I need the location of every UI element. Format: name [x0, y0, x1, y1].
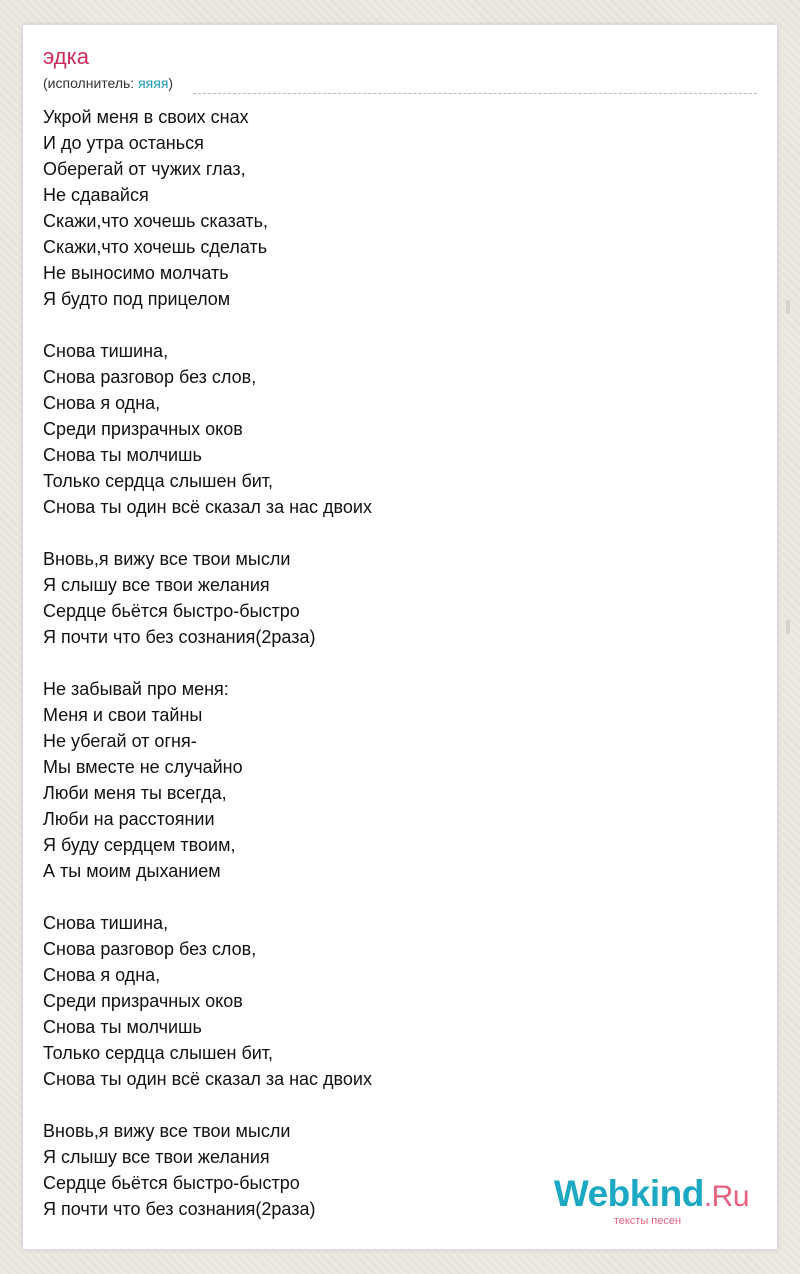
- lyric-line: Укрой меня в своих снах: [43, 107, 249, 127]
- song-title: эдка: [43, 44, 89, 69]
- lyric-line: Не сдавайся: [43, 185, 149, 205]
- lyric-line: Снова разговор без слов,: [43, 367, 257, 387]
- lyric-line: Не забывай про меня:: [43, 679, 229, 699]
- lyric-line: Среди призрачных оков: [43, 419, 243, 439]
- lyric-line: Я почти что без сознания(2раза): [43, 627, 316, 647]
- title-divider: [193, 93, 757, 94]
- lyric-line: Не выносимо молчать: [43, 263, 229, 283]
- webkind-watermark: [553, 1173, 749, 1227]
- watermark-tagline: тексты песен: [613, 1215, 682, 1227]
- lyric-line: Мы вместе не случайно: [43, 757, 243, 777]
- scroll-marker-middle: [786, 620, 790, 634]
- artist-prefix: (исполнитель:: [43, 75, 139, 91]
- lyric-line: Я слышу все твои желания: [43, 1147, 270, 1167]
- lyric-line: Вновь,я вижу все твои мысли: [43, 1121, 291, 1141]
- lyric-line: Снова ты молчишь: [43, 445, 202, 465]
- lyric-line: Я слышу все твои желания: [43, 575, 270, 595]
- watermark-brand: Webkind: [553, 1173, 704, 1214]
- lyric-line: А ты моим дыханием: [43, 861, 221, 881]
- lyric-line: Оберегай от чужих глаз,: [43, 159, 246, 179]
- lyric-line: Снова тишина,: [43, 341, 169, 361]
- stanza: [43, 676, 372, 884]
- lyric-line: Только сердца слышен бит,: [43, 1043, 274, 1063]
- lyric-line: Я будто под прицелом: [43, 289, 231, 309]
- stanza: [43, 910, 372, 1092]
- lyric-line: Вновь,я вижу все твои мысли: [43, 549, 291, 569]
- lyric-line: Сердце бьётся быстро-быстро: [43, 601, 300, 621]
- watermark-suffix: .Ru: [703, 1180, 749, 1213]
- lyric-line: Я почти что без сознания(2раза): [43, 1199, 316, 1219]
- stanza: [43, 1118, 372, 1222]
- lyric-line: Снова ты молчишь: [43, 1017, 202, 1037]
- lyric-line: Снова ты один всё сказал за нас двоих: [43, 497, 372, 517]
- watermark-logo: [553, 1173, 749, 1215]
- lyric-line: И до утра останься: [43, 133, 204, 153]
- lyric-line: Я буду сердцем твоим,: [43, 835, 236, 855]
- artist-link[interactable]: яяяя: [138, 75, 169, 91]
- lyric-line: Люби меня ты всегда,: [43, 783, 227, 803]
- stanza: [43, 546, 372, 650]
- lyric-line: Скажи,что хочешь сделать: [43, 237, 268, 257]
- lyric-line: Не убегай от огня-: [43, 731, 197, 751]
- lyrics-body: [43, 104, 372, 1248]
- lyric-line: Снова разговор без слов,: [43, 939, 257, 959]
- lyric-line: Сердце бьётся быстро-быстро: [43, 1173, 300, 1193]
- lyric-line: Скажи,что хочешь сказать,: [43, 211, 268, 231]
- artist-line: [43, 74, 173, 92]
- lyric-line: Только сердца слышен бит,: [43, 471, 274, 491]
- lyric-line: Снова я одна,: [43, 965, 161, 985]
- lyric-line: Снова ты один всё сказал за нас двоих: [43, 1069, 372, 1089]
- scroll-marker-top: [786, 300, 790, 314]
- lyric-line: Среди призрачных оков: [43, 991, 243, 1011]
- lyric-line: Люби на расстоянии: [43, 809, 215, 829]
- lyric-line: Снова тишина,: [43, 913, 169, 933]
- lyric-line: Снова я одна,: [43, 393, 161, 413]
- stanza: [43, 338, 372, 520]
- lyric-line: Меня и свои тайны: [43, 705, 203, 725]
- artist-suffix: ): [168, 75, 174, 91]
- lyrics-card: [22, 24, 778, 1250]
- stanza: [43, 104, 372, 312]
